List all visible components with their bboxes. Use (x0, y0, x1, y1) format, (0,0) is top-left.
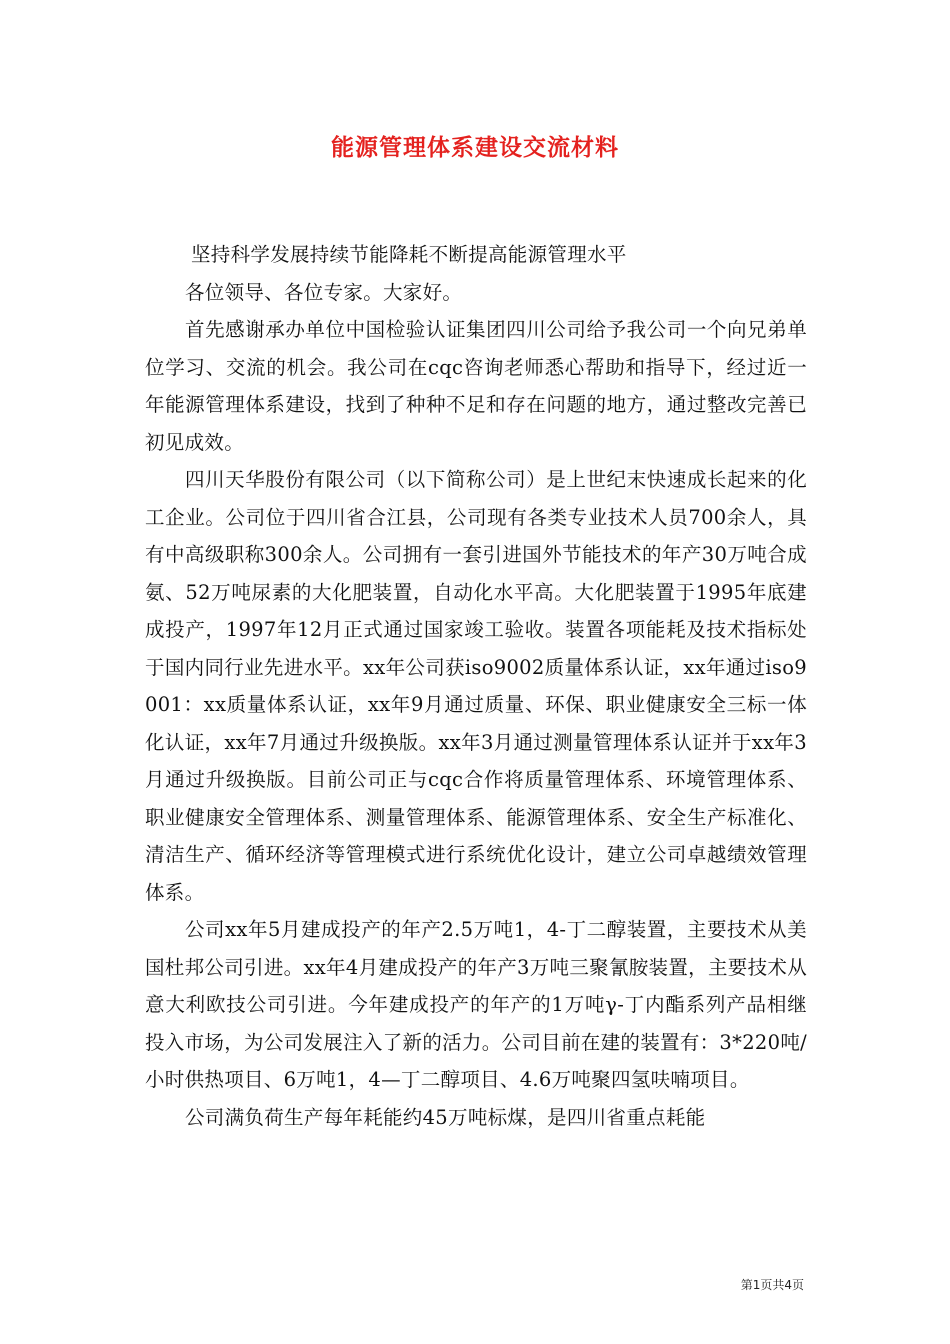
subtitle-paragraph: 坚持科学发展持续节能降耗不断提高能源管理水平 (191, 243, 627, 266)
body-paragraph: 公司满负荷生产每年耗能约45万吨标煤，是四川省重点耗能 (185, 1105, 706, 1129)
body-paragraph: 首先感谢承办单位中国检验认证集团四川公司给予我公司一个向兄弟单位学习、交流的机会。我公司在cqc咨询老师悉心帮助和指导下，经过近一年能源管理体系建设，找到了种种不足和存在问题的地方，通过整改完善已初见成效。 (145, 318, 807, 454)
body-paragraph: 四川天华股份有限公司（以下简称公司）是上世纪末快速成长起来的化工企业。公司位于四川省合江县，公司现有各类专业技术人员700余人，具有中高级职称300余人。公司拥有一套引进国外节能技术的年产30万吨合成氨、52万吨尿素的大化肥装置，自动化水平高。大化肥装置于1995年底建成投产，1997年12月正式通过国家竣工验收。装置各项能耗及技术指标处于国内同行业先进水平。xx年公司获iso9002质量体系认证，xx年通过iso9001：xx质量体系认证，xx年9月通过质量、环保、职业健康安全三标一体化认证，xx年7月通过升级换版。xx年3月通过测量管理体系认证并于xx年3月通过升级换版。目前公司正与cqc合作将质量管理体系、环境管理体系、职业健康安全管理体系、测量管理体系、能源管理体系、安全生产标准化、清洁生产、循环经济等管理模式进行系统优化设计，建立公司卓越绩效管理体系。 (145, 468, 807, 904)
document-title: 能源管理体系建设交流材料 (331, 135, 619, 161)
page-number: 第1页共4页 (740, 1278, 804, 1292)
document-body (145, 236, 807, 1136)
greeting-paragraph: 各位领导、各位专家。大家好。 (185, 280, 463, 304)
body-paragraph: 公司xx年5月建成投产的年产2.5万吨1，4-丁二醇装置，主要技术从美国杜邦公司引进。xx年4月建成投产的年产3万吨三聚氰胺装置，主要技术从意大利欧技公司引进。今年建成投产的年产的1万吨γ-丁内酯系列产品相继投入市场，为公司发展注入了新的活力。公司目前在建的装置有：3*220吨/小时供热项目、6万吨1，4—丁二醇项目、4.6万吨聚四氢呋喃项目。 (145, 918, 807, 1091)
